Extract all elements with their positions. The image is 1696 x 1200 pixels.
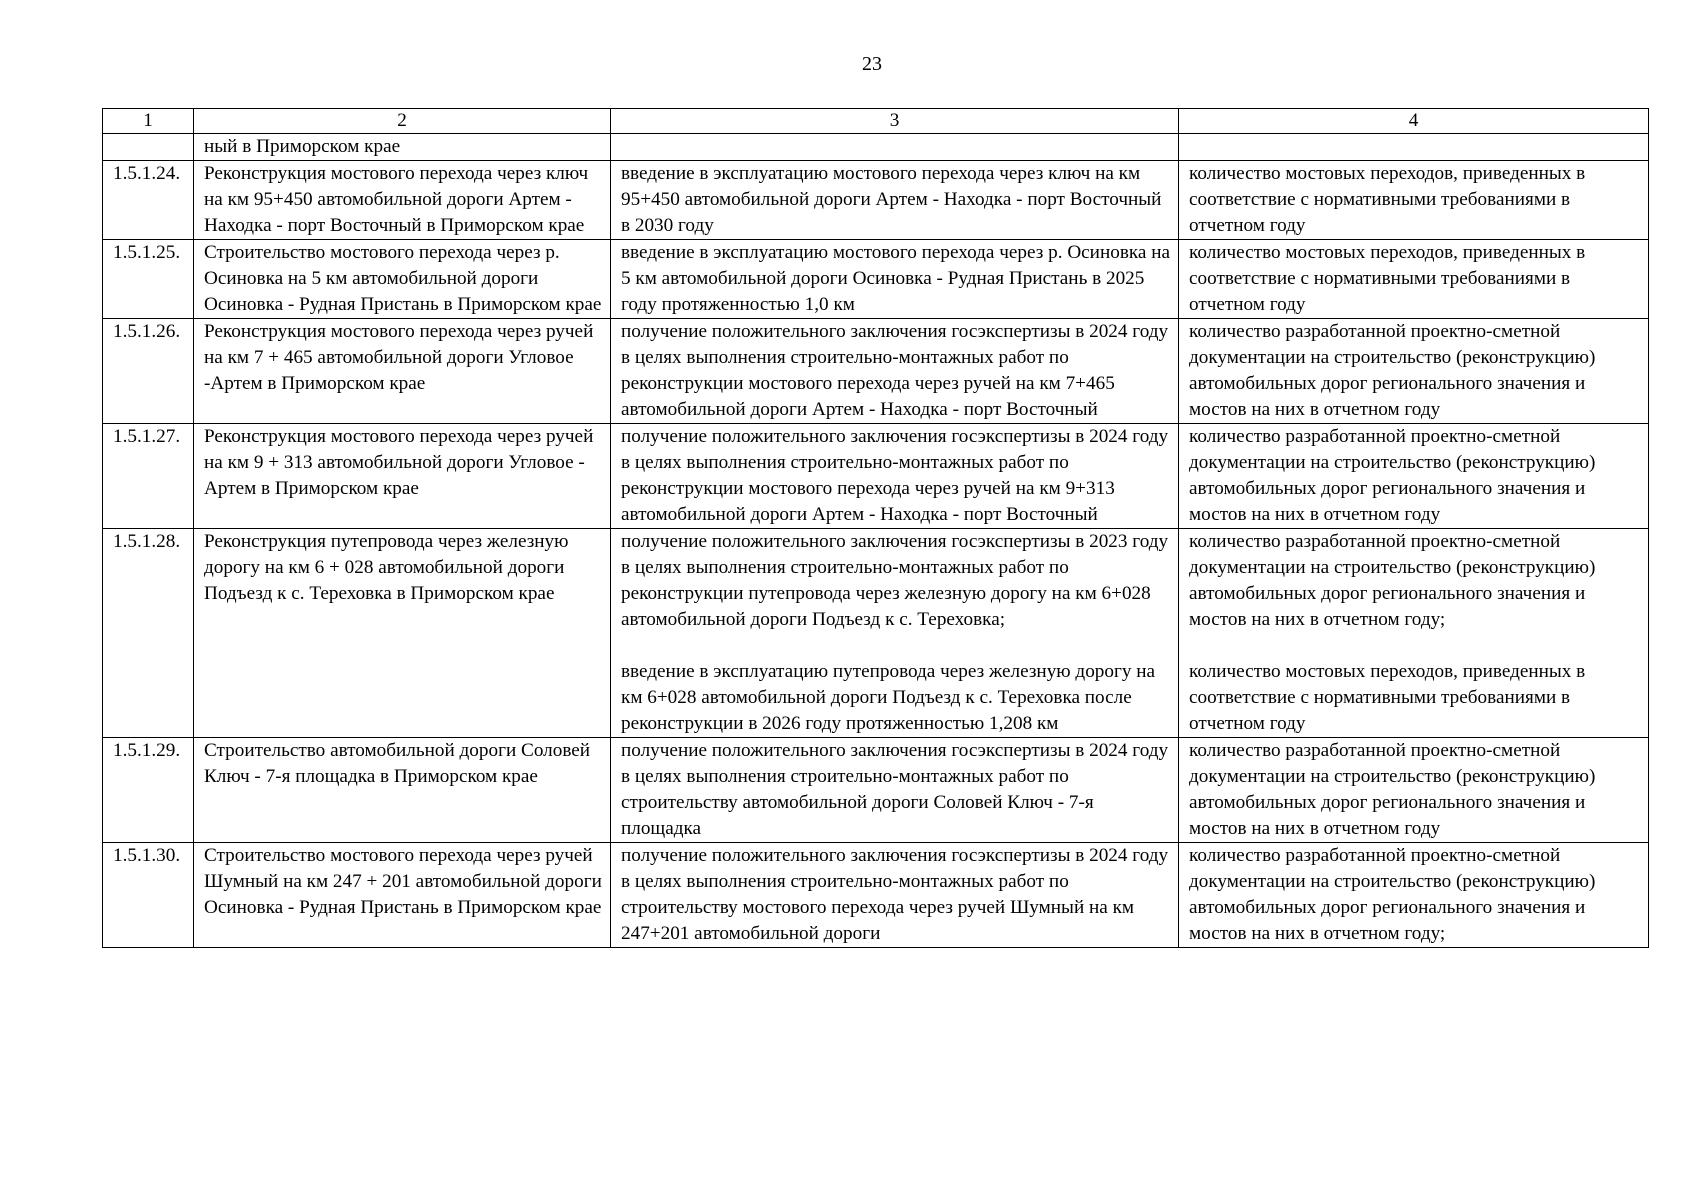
table-row <box>103 161 1649 240</box>
cell-result: получение положительного заключения госэкспертизы в 2024 году в целях выполнения строительно-монтажных работ по строительству мостового перехода через ручей Шумный на км 247+201 автомобильной дороги <box>611 843 1179 948</box>
header-col-4: 4 <box>1179 109 1649 134</box>
paragraph-gap <box>621 633 1172 659</box>
cell-result: получение положительного заключения госэкспертизы в 2024 году в целях выполнения строительно-монтажных работ по реконструкции мостового перехода через ручей на км 7+465 автомобильной дороги Артем - Находка - порт Восточный <box>611 319 1179 424</box>
cell-num: 1.5.1.25. <box>103 240 194 319</box>
cell-num: 1.5.1.27. <box>103 424 194 529</box>
cell-name: Строительство мостового перехода через р. Осиновка на 5 км автомобильной дороги Осиновка - Рудная Пристань в Приморском крае <box>194 240 611 319</box>
cell-result: получение положительного заключения госэкспертизы в 2024 году в целях выполнения строительно-монтажных работ по реконструкции мостового перехода через ручей на км 9+313 автомобильной дороги Артем - Находка - порт Восточный <box>611 424 1179 529</box>
table-row <box>103 319 1649 424</box>
header-col-1: 1 <box>103 109 194 134</box>
header-row <box>103 109 1649 134</box>
cell-indicator: количество разработанной проектно-сметной документации на строительство (реконструкцию) автомобильных дорог регионального значения и мостов на них в отчетном году; <box>1179 843 1649 948</box>
cell-num: 1.5.1.30. <box>103 843 194 948</box>
indicator-paragraph: количество разработанной проектно-сметной документации на строительство (реконструкцию) автомобильных дорог регионального значения и мостов на них в отчетном году; <box>1189 531 1596 630</box>
cell-num: 1.5.1.29. <box>103 738 194 843</box>
header-col-3: 3 <box>611 109 1179 134</box>
cell-name: Реконструкция путепровода через железную дорогу на км 6 + 028 автомобильной дороги Подъезд к с. Тереховка в Приморском крае <box>194 529 611 738</box>
cell-indicator <box>1179 134 1649 161</box>
cell-result: получение положительного заключения госэкспертизы в 2024 году в целях выполнения строительно-монтажных работ по строительству автомобильной дороги Соловей Ключ - 7-я площадка <box>611 738 1179 843</box>
header-col-2: 2 <box>194 109 611 134</box>
table-row <box>103 240 1649 319</box>
cell-num: 1.5.1.28. <box>103 529 194 738</box>
table-row <box>103 424 1649 529</box>
cell-name: Реконструкция мостового перехода через ключ на км 95+450 автомобильной дороги Артем - Находка - порт Восточный в Приморском крае <box>194 161 611 240</box>
table-row <box>103 529 1649 738</box>
cell-indicator: количество разработанной проектно-сметной документации на строительство (реконструкцию) автомобильных дорог регионального значения и мостов на них в отчетном году <box>1179 738 1649 843</box>
cell-num <box>103 134 194 161</box>
result-paragraph: введение в эксплуатацию путепровода через железную дорогу на км 6+028 автомобильной дороги Подъезд к с. Тереховка после реконструкции в 2026 году протяженностью 1,208 км <box>621 661 1156 734</box>
continuation-row <box>103 134 1649 161</box>
cell-indicator: количество мостовых переходов, приведенных в соответствие с нормативными требованиями в отчетном году <box>1179 240 1649 319</box>
cell-num: 1.5.1.26. <box>103 319 194 424</box>
cell-indicator: количество разработанной проектно-сметной документации на строительство (реконструкцию) автомобильных дорог регионального значения и мостов на них в отчетном году <box>1179 319 1649 424</box>
paragraph-gap <box>1189 633 1642 659</box>
cell-name: Реконструкция мостового перехода через ручей на км 7 + 465 автомобильной дороги Угловое -Артем в Приморском крае <box>194 319 611 424</box>
table-row <box>103 843 1649 948</box>
cell-indicator: количество мостовых переходов, приведенных в соответствие с нормативными требованиями в отчетном году <box>1179 161 1649 240</box>
cell-name: Строительство мостового перехода через ручей Шумный на км 247 + 201 автомобильной дороги Осиновка - Рудная Пристань в Приморском крае <box>194 843 611 948</box>
activities-table <box>102 108 1649 948</box>
cell-indicator <box>1179 529 1649 738</box>
cell-result: введение в эксплуатацию мостового перехода через р. Осиновка на 5 км автомобильной дороги Осиновка - Рудная Пристань в 2025 году протяженностью 1,0 км <box>611 240 1179 319</box>
cell-name: Строительство автомобильной дороги Соловей Ключ - 7-я площадка в Приморском крае <box>194 738 611 843</box>
cell-result <box>611 134 1179 161</box>
table-row <box>103 738 1649 843</box>
cell-num: 1.5.1.24. <box>103 161 194 240</box>
cell-indicator: количество разработанной проектно-сметной документации на строительство (реконструкцию) автомобильных дорог регионального значения и мостов на них в отчетном году <box>1179 424 1649 529</box>
cell-result <box>611 529 1179 738</box>
page-number: 23 <box>862 53 882 75</box>
cell-name: Реконструкция мостового перехода через ручей на км 9 + 313 автомобильной дороги Угловое - Артем в Приморском крае <box>194 424 611 529</box>
cell-name: ный в Приморском крае <box>194 134 611 161</box>
cell-result: введение в эксплуатацию мостового перехода через ключ на км 95+450 автомобильной дороги Артем - Находка - порт Восточный в 2030 году <box>611 161 1179 240</box>
indicator-paragraph: количество мостовых переходов, приведенных в соответствие с нормативными требованиями в отчетном году <box>1189 661 1586 734</box>
result-paragraph: получение положительного заключения госэкспертизы в 2023 году в целях выполнения строительно-монтажных работ по реконструкции путепровода через железную дорогу на км 6+028 автомобильной дороги Подъезд к с. Тереховка; <box>621 531 1169 630</box>
